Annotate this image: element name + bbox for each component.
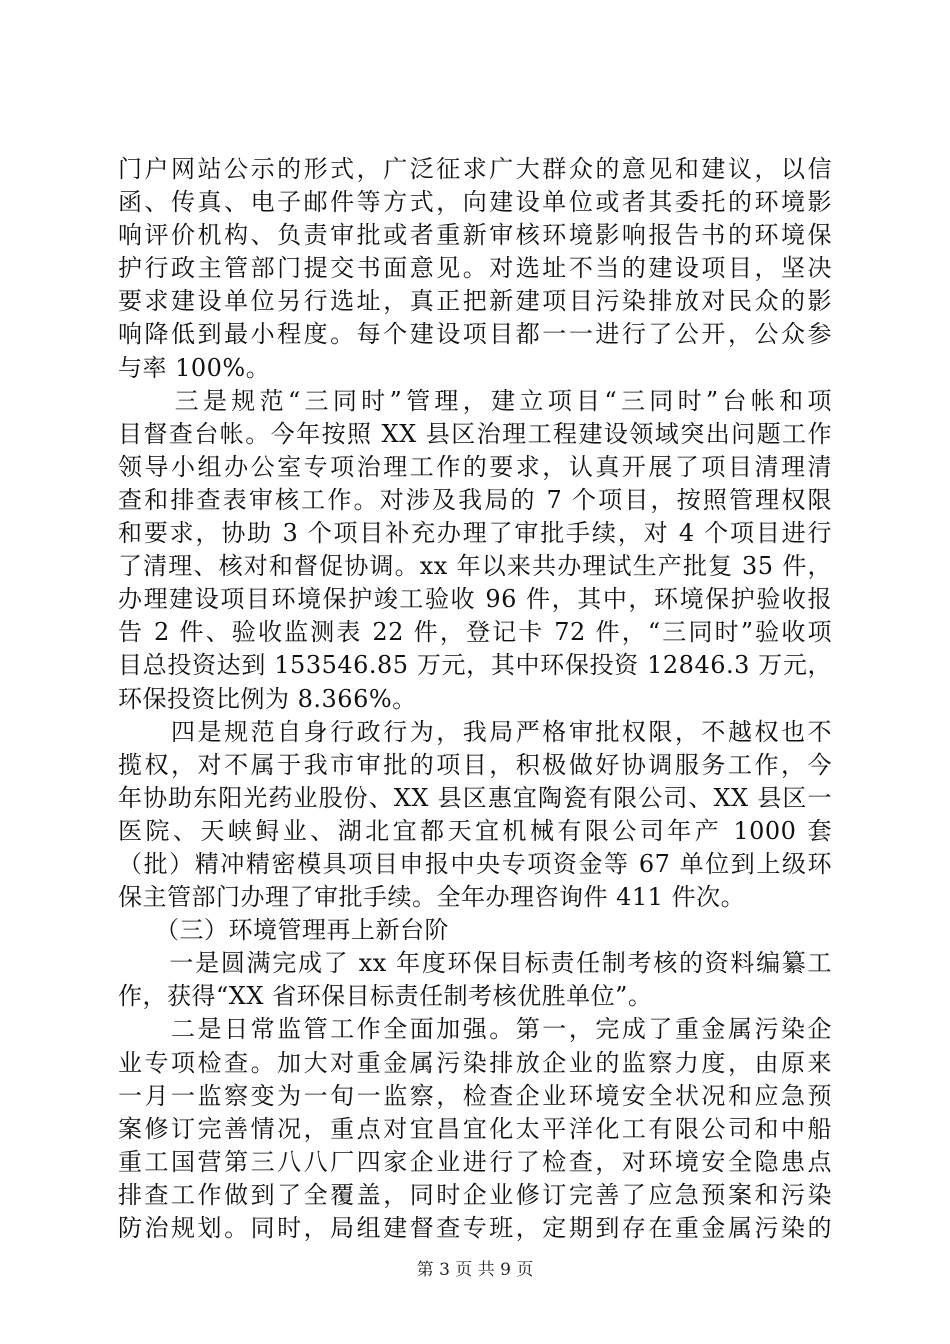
text-line: 案修订完善情况，重点对宜昌宜化太平洋化工有限公司和中船 xyxy=(118,1114,832,1143)
text-line: 门户网站公示的形式，广泛征求广大群众的意见和建议，以信 xyxy=(118,155,832,183)
text-line: 防治规划。同时，局组建督查专班，定期到存在重金属污染的 xyxy=(118,1214,832,1242)
text-line: 二是日常监管工作全面加强。第一，完成了重金属污染企 xyxy=(118,1015,832,1044)
text-line: 医院、天峡鲟业、湖北宜都天宜机械有限公司年产 1000 套 xyxy=(118,816,832,845)
text-line: 年协助东阳光药业股份、XX 县区惠宜陶瓷有限公司、XX 县区一 xyxy=(118,783,832,812)
text-line: 作，获得“XX 省环保目标责任制考核优胜单位”。 xyxy=(118,982,653,1011)
text-line: 目督查台帐。今年按照 XX 县区治理工程建设领域突出问题工作 xyxy=(118,419,832,448)
text-line: 三是规范“三同时”管理，建立项目“三同时”台帐和项 xyxy=(118,386,832,415)
section-heading: （三）环境管理再上新台阶 xyxy=(118,916,449,945)
text-line: 目总投资达到 153546.85 万元，其中环保投资 12846.3 万元， xyxy=(118,651,832,680)
text-line: 响评价机构、负责审批或者重新审核环境影响报告书的环境保 xyxy=(118,221,832,250)
text-line: 排查工作做到了全覆盖，同时企业修订完善了应急预案和污染 xyxy=(118,1180,832,1209)
document-body xyxy=(118,153,832,1245)
text-line: （批）精冲精密模具项目申报中央专项资金等 67 单位到上级环 xyxy=(118,849,832,878)
text-line: 揽权，对不属于我市审批的项目，积极做好协调服务工作，今 xyxy=(118,750,832,779)
text-line: 和要求，协助 3 个项目补充办理了审批手续，对 4 个项目进行 xyxy=(118,519,832,548)
page-footer: 第 3 页 共 9 页 xyxy=(416,1260,534,1280)
text-line: 领导小组办公室专项治理工作的要求，认真开展了项目清理清 xyxy=(118,452,832,481)
text-line: 要求建设单位另行选址，真正把新建项目污染排放对民众的影 xyxy=(118,287,832,316)
text-line: 查和排查表审核工作。对涉及我局的 7 个项目，按照管理权限 xyxy=(118,485,832,514)
text-line: 一是圆满完成了 xx 年度环保目标责任制考核的资料编纂工 xyxy=(118,949,832,978)
text-line: 函、传真、电子邮件等方式，向建设单位或者其委托的环境影 xyxy=(118,188,832,217)
text-line: 响降低到最小程度。每个建设项目都一一进行了公开，公众参 xyxy=(118,320,832,349)
text-line: 办理建设项目环境保护竣工验收 96 件，其中，环境保护验收报 xyxy=(118,585,832,614)
text-line: 环保投资比例为 8.366%。 xyxy=(118,684,417,713)
text-line: 一月一监察变为一旬一监察，检查企业环境安全状况和应急预 xyxy=(118,1081,832,1110)
text-line: 业专项检查。加大对重金属污染排放企业的监察力度，由原来 xyxy=(118,1048,832,1077)
text-line: 四是规范自身行政行为，我局严格审批权限，不越权也不 xyxy=(118,717,832,746)
text-line: 了清理、核对和督促协调。xx 年以来共办理试生产批复 35 件， xyxy=(118,552,832,581)
text-line: 告 2 件、验收监测表 22 件，登记卡 72 件，“三同时”验收项 xyxy=(118,618,832,647)
text-line: 重工国营第三八八厂四家企业进行了检查，对环境安全隐患点 xyxy=(118,1147,832,1176)
text-line: 护行政主管部门提交书面意见。对选址不当的建设项目，坚决 xyxy=(118,254,832,283)
text-line: 与率 100%。 xyxy=(118,353,271,382)
text-line: 保主管部门办理了审批手续。全年办理咨询件 411 件次。 xyxy=(118,883,746,912)
